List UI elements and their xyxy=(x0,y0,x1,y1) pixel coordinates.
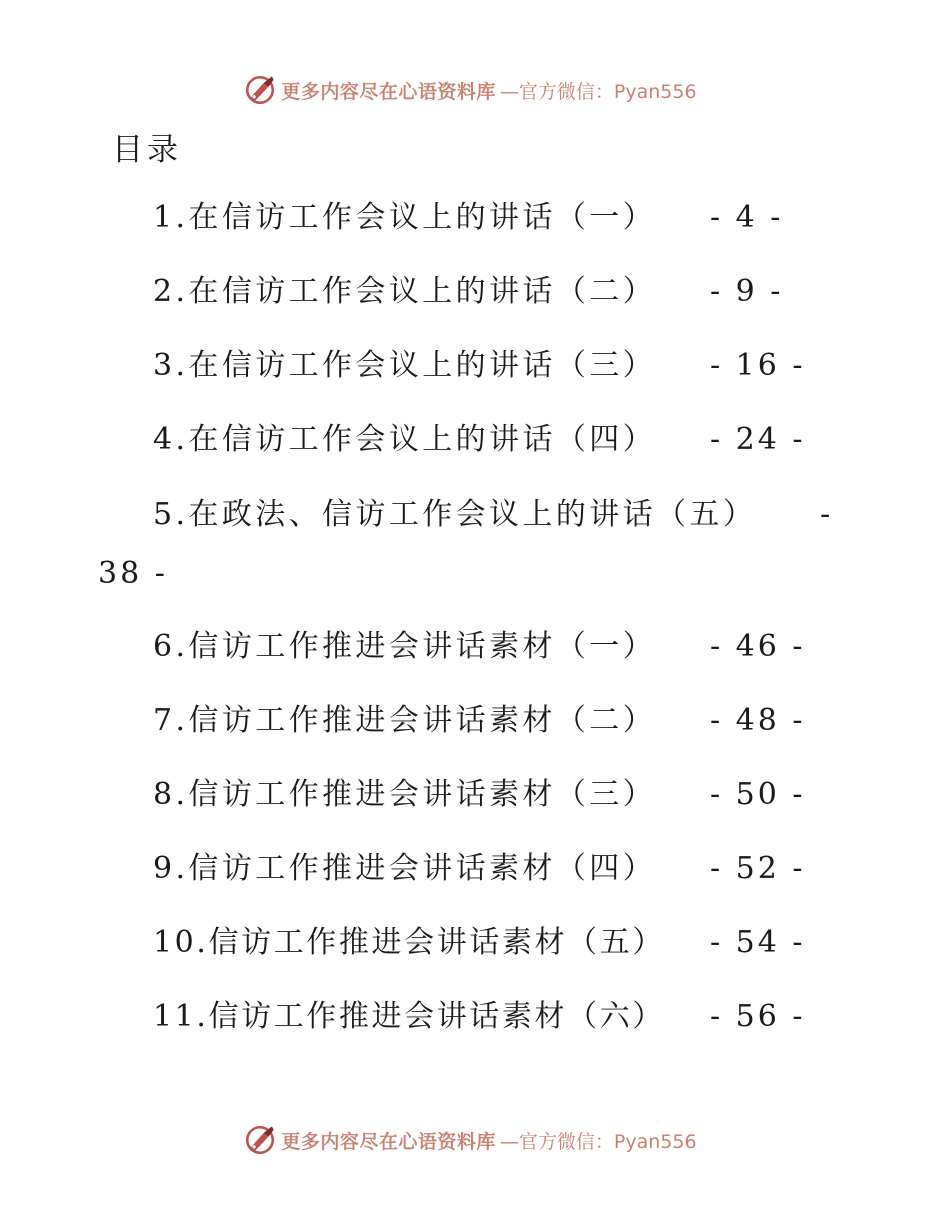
toc-entry-7[interactable]: 7.信访工作推进会讲话素材（二） xyxy=(153,703,657,738)
toc-page-9: - 52 - xyxy=(710,851,806,886)
toc-page-5: - xyxy=(820,497,834,532)
toc-entry-6[interactable]: 6.信访工作推进会讲话素材（一） xyxy=(153,629,657,664)
toc-entry-8[interactable]: 8.信访工作推进会讲话素材（三） xyxy=(153,777,657,812)
toc-entry-2[interactable]: 2.在信访工作会议上的讲话（二） xyxy=(153,274,657,309)
toc-page-11: - 56 - xyxy=(710,999,806,1034)
toc-entry-10[interactable]: 10.信访工作推进会讲话素材（五） xyxy=(153,925,665,960)
toc-entry-5[interactable]: 5.在政法、信访工作会议上的讲话（五） xyxy=(153,497,757,532)
watermark-text: 更多内容尽在心语资料库 xyxy=(281,1130,496,1153)
toc-page-1: - 4 - xyxy=(710,200,784,235)
toc-page-4: - 24 - xyxy=(710,422,806,457)
toc-page-7: - 48 - xyxy=(710,703,806,738)
toc-page-6: - 46 - xyxy=(710,629,806,664)
watermark-group xyxy=(243,1123,696,1157)
pen-logo-icon xyxy=(243,73,277,107)
toc-title: 目录 xyxy=(112,132,182,168)
toc-page-10: - 54 - xyxy=(710,925,806,960)
footer-watermark xyxy=(0,1122,950,1158)
toc-entry-1[interactable]: 1.在信访工作会议上的讲话（一） xyxy=(153,200,657,235)
toc-page-5-wrap: 38 - xyxy=(98,556,168,591)
toc-page-8: - 50 - xyxy=(710,777,806,812)
toc-page-2: - 9 - xyxy=(710,274,784,309)
toc-entry-9[interactable]: 9.信访工作推进会讲话素材（四） xyxy=(153,851,657,886)
toc-entry-11[interactable]: 11.信访工作推进会讲话素材（六） xyxy=(153,999,665,1034)
toc-entry-3[interactable]: 3.在信访工作会议上的讲话（三） xyxy=(153,348,657,383)
toc-entry-4[interactable]: 4.在信访工作会议上的讲话（四） xyxy=(153,422,657,457)
watermark-group xyxy=(243,73,696,107)
watermark-subtext: —官方微信：Pyan556 xyxy=(499,1130,697,1153)
pen-logo-icon xyxy=(243,1123,277,1157)
toc-page-3: - 16 - xyxy=(710,348,806,383)
watermark-text: 更多内容尽在心语资料库 xyxy=(281,80,496,103)
header-watermark xyxy=(0,72,950,108)
watermark-subtext: —官方微信：Pyan556 xyxy=(499,80,697,103)
